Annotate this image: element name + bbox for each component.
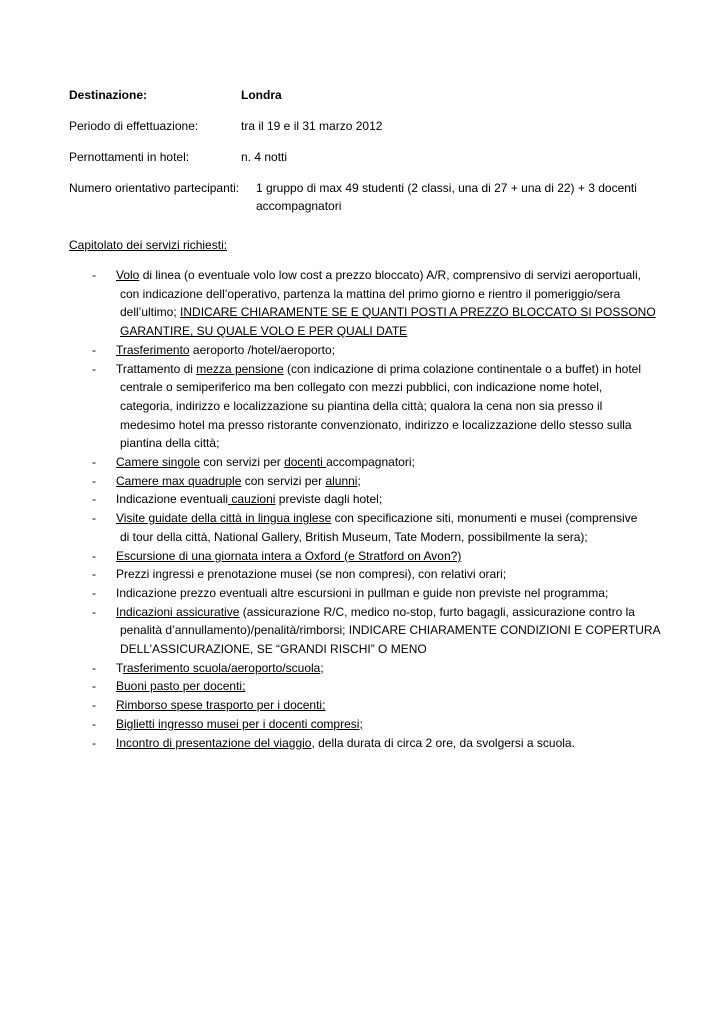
service-text: , della durata di circa 2 ore, da svolgersi a scuola. [311, 735, 575, 750]
list-dash: - [92, 660, 96, 675]
service-text: Volo [116, 268, 140, 282]
service-text: piantina della città; [120, 436, 220, 451]
service-text: con specificazione siti, monumenti e musei (comprensive [331, 511, 638, 526]
list-dash: - [92, 716, 96, 731]
period-value: tra il 19 e il 31 marzo 2012 [241, 119, 383, 133]
service-text: aeroporto /hotel/aeroporto; [189, 342, 336, 357]
service-text: (assicurazione R/C, medico no-stop, furto bagagli, assicurazione contro la [239, 604, 635, 619]
list-item [69, 472, 669, 491]
service-text: rasferimento scuola/aeroporto/scuola [122, 660, 321, 675]
service-text: GARANTIRE, SU QUALE VOLO E PER QUALI DATE [120, 324, 408, 339]
list-item [69, 547, 669, 566]
section-title: Capitolato dei servizi richiesti: [69, 238, 228, 252]
nights-value: n. 4 notti [241, 150, 288, 164]
service-text: (con indicazione di prima colazione continentale o a buffet) in hotel [283, 361, 641, 376]
list-item [69, 565, 669, 584]
service-text: Trattamento di [116, 361, 197, 376]
service-text: previste dagli hotel; [275, 492, 383, 507]
list-dash: - [92, 567, 96, 582]
list-item [69, 360, 669, 454]
service-text: centrale o semiperiferico ma ben collegato con mezzi pubblici, con indicazione nome hotel, [120, 380, 603, 395]
list-dash: - [92, 679, 96, 694]
service-text: Trasferimento [116, 342, 190, 357]
service-text: mezza pensione [196, 361, 284, 376]
service-text: Incontro di presentazione del viaggio [116, 735, 312, 750]
list-item [69, 696, 669, 715]
participants-label: Numero orientativo partecipanti: [69, 181, 240, 195]
list-item [69, 715, 669, 734]
service-text: DELL’ASSICURAZIONE, SE “GRANDI RISCHI” O MENO [120, 642, 427, 657]
service-text: INDICARE CHIARAMENTE SE E QUANTI POSTI A PREZZO BLOCCATO SI POSSONO [180, 305, 656, 320]
service-text: con servizi per [200, 455, 285, 470]
service-text: medesimo hotel ma presso ristorante convenzionato, indirizzo e localizzazione dello stesso sulla [120, 417, 632, 432]
service-text: Camere singole [116, 455, 201, 470]
list-dash: - [92, 342, 96, 357]
service-text: dell’ultimo; [120, 305, 181, 320]
service-text: Rimborso spese trasporto per i docenti; [116, 698, 326, 713]
list-dash: - [92, 455, 96, 470]
list-dash: - [92, 604, 96, 619]
list-dash: - [92, 492, 96, 507]
list-dash: - [92, 268, 96, 282]
list-item [69, 509, 669, 546]
list-dash: - [92, 548, 96, 563]
participants-value-line1: 1 gruppo di max 49 studenti (2 classi, una di 27 + una di 22) + 3 docenti [256, 181, 637, 195]
service-text: categoria, indirizzo e localizzazione su piantina della città; qualora la cena non sia presso il [120, 398, 603, 413]
list-item [69, 584, 669, 603]
services-list [69, 266, 669, 752]
service-text: alunni [325, 473, 358, 488]
service-text: penalità d’annullamento)/penalità/rimborsi; INDICARE CHIARAMENTE CONDIZIONI E COPERTURA [120, 623, 661, 638]
list-dash: - [92, 361, 96, 376]
service-text: Buoni pasto per docenti; [116, 679, 246, 694]
destination-label: Destinazione: [69, 88, 148, 102]
service-text: Escursione di una giornata intera a Oxford (e Stratford on Avon?) [116, 548, 462, 563]
service-text: di tour della città, National Gallery, British Museum, Tate Modern, possibilmente la sera); [120, 529, 588, 544]
list-dash: - [92, 585, 96, 600]
list-dash: - [92, 735, 96, 750]
list-item [69, 734, 669, 753]
service-text: con servizi per [241, 473, 326, 488]
service-text: Visite guidate della città in lingua inglese [116, 511, 332, 526]
service-text: Indicazione prezzo eventuali altre escursioni in pullman e guide non previste nel programma; [116, 585, 609, 600]
service-text: con indicazione dell’operativo, partenza la mattina del primo giorno e rientro il pomeriggio/sera [120, 286, 621, 301]
participants-value [256, 179, 666, 215]
list-item [69, 490, 669, 509]
service-text: Indicazione eventuali [116, 492, 229, 507]
list-dash: - [92, 511, 96, 526]
list-item [69, 341, 669, 360]
list-dash: - [92, 698, 96, 713]
service-text: Prezzi ingressi e prenotazione musei (se non compresi), con relativi orari; [116, 567, 507, 582]
period-label: Periodo di effettuazione: [69, 119, 199, 133]
list-item [69, 603, 669, 659]
destination-value: Londra [241, 88, 282, 102]
list-item [69, 659, 669, 678]
list-dash: - [92, 473, 96, 488]
service-text: accompagnatori; [326, 455, 415, 470]
service-text: Camere max quadruple [116, 473, 242, 488]
service-text: ; [357, 473, 361, 488]
service-text: Biglietti ingresso musei per i docenti compresi; [116, 716, 363, 731]
service-text: ; [320, 660, 324, 675]
service-text: docenti [284, 455, 327, 470]
list-item [69, 266, 669, 341]
list-item [69, 453, 669, 472]
service-text: di linea (o eventuale volo low cost a prezzo bloccato) A/R, comprensivo di servizi aeroportuali, [139, 268, 641, 282]
list-item [69, 677, 669, 696]
participants-value-line2: accompagnatori [256, 199, 342, 213]
service-text: Indicazioni assicurative [116, 604, 240, 619]
service-text: cauzioni [228, 492, 276, 507]
service-text: T [116, 660, 123, 675]
nights-label: Pernottamenti in hotel: [69, 150, 190, 164]
